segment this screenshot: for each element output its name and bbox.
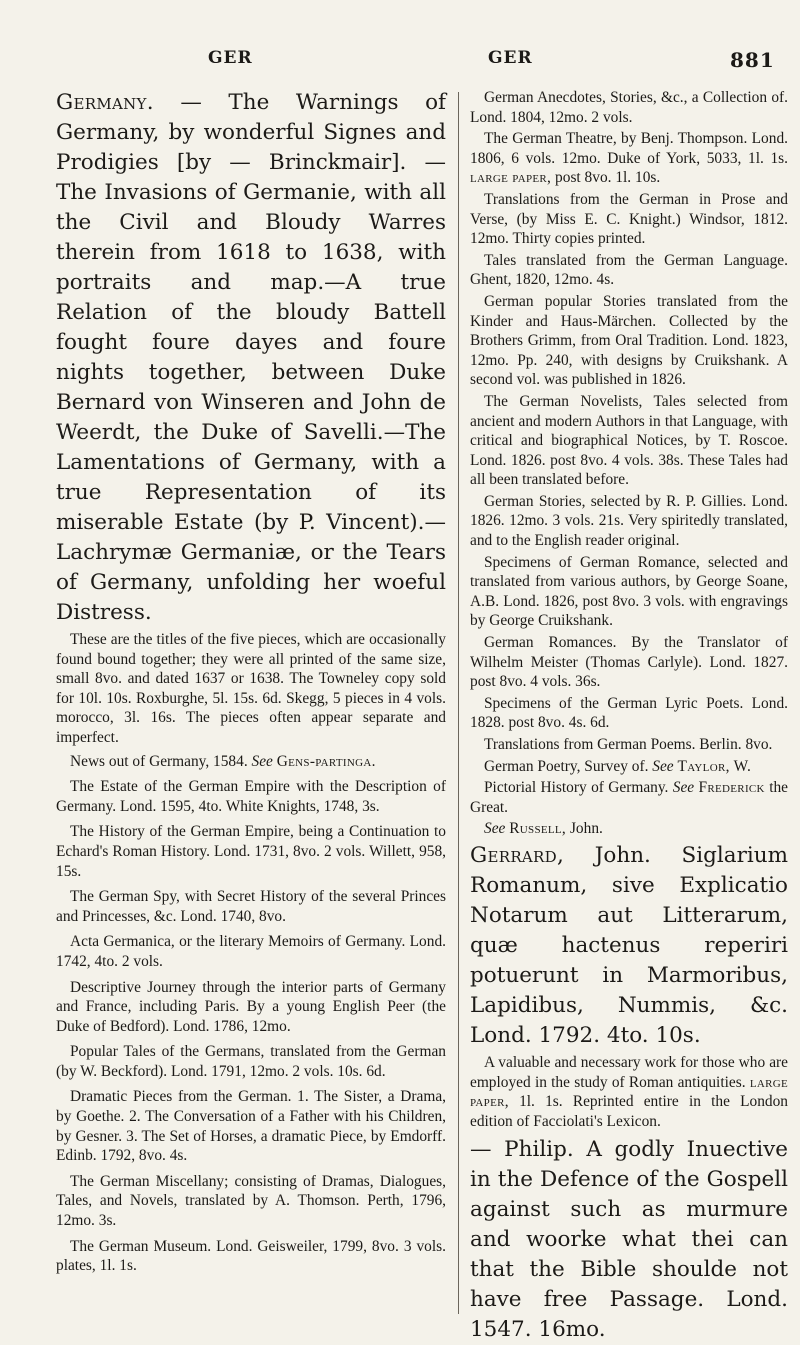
entry-german-romances: German Romances. By the Translator of Wilhelm Meister (Thomas Carlyle). Lond. 1827. post 8vo. 4 vols. 36s.	[470, 634, 788, 691]
cross-reference-taylor: Taylor, W.	[677, 757, 752, 775]
entry-pictorial-history	[470, 778, 788, 817]
entry-translations-prose-verse: Translations from the German in Prose and Verse, (by Miss E. C. Knight.) Windsor, 1812. 12mo. Thirty copies printed.	[470, 190, 788, 248]
column-divider	[458, 92, 459, 1314]
entry-popular-tales: Popular Tales of the Germans, translated from the German (by W. Beckford). Lond. 1791, 12mo. 2 vols. 10s. 6d.	[56, 1043, 446, 1080]
entry-see-russell	[470, 819, 788, 839]
theatre-text: The German Theatre, by Benj. Thompson. Lond. 1806, 6 vols. 12mo. Duke of York, 5033, 1l. 1s.	[470, 130, 788, 167]
large-paper-label: large paper,	[470, 169, 552, 187]
entry-germany-note: These are the titles of the five pieces, which are occasionally found bound together; they were all printed of the same size, small 8vo. and dated 1637 or 1638. The Towneley copy sold for 10l. 10s. Roxburghe, 5l. 15s. 6d. Skegg, 5 pieces in 4 vols. morocco, 3l. 16s. The pieces often appear separate and imperfect.	[56, 631, 446, 746]
entry-german-spy: The German Spy, with Secret History of the several Princes and Princesses, &c. Lond. 1740, 8vo.	[56, 888, 446, 925]
entry-heading-gerrard: Gerrard,	[470, 842, 565, 868]
entry-tales-translated: Tales translated from the German Language. Ghent, 1820, 12mo. 4s.	[470, 251, 788, 289]
entry-german-museum: The German Museum. Lond. Geisweiler, 1799, 8vo. 3 vols. plates, 1l. 1s.	[56, 1237, 446, 1275]
header-left-catchword: GER	[208, 48, 253, 68]
entry-dramatic-pieces: Dramatic Pieces from the German. 1. The Sister, a Drama, by Goethe. 2. The Conversation of a Father with his Children, by Gesner. 3. The Set of Horses, a dramatic Piece, by Emdorff. Edinb. 1792, 8vo. 4s.	[56, 1088, 446, 1165]
header-right-catchword: GER	[488, 48, 533, 68]
entry-german-poetry	[470, 757, 788, 777]
entry-descriptive-journey: Descriptive Journey through the interior parts of Germany and France, including Paris. By a young English Peer (the Duke of Bedford). Lond. 1786, 12mo.	[56, 978, 446, 1035]
entry-germany	[56, 88, 446, 628]
entry-german-stories-gillies: German Stories, selected by R. P. Gillies. Lond. 1826. 12mo. 3 vols. 21s. Very spiritedly translated, and to the English reader original.	[470, 492, 788, 550]
cross-reference-frederick: Frederick	[698, 779, 765, 797]
news-text: News out of Germany, 1584.	[70, 752, 248, 770]
entry-german-miscellany: The German Miscellany; consisting of Dramas, Dialogues, Tales, and Novels, translated by A. Thomson. Perth, 1796, 12mo. 3s.	[56, 1172, 446, 1230]
entry-gerrard-philip: — Philip. A godly Inuective in the Defence of the Gospell against such as murmure and woorke what thei can that the Bible shoulde not have free Passage. Lond. 1547. 16mo.	[470, 1137, 788, 1343]
entry-translations-german-poems: Translations from German Poems. Berlin. 8vo.	[484, 736, 773, 753]
gerrard-text: John. Siglarium Romanum, sive Explicatio Notarum aut Litterarum, quæ hactenus reperiri potuerunt in Marmoribus, Lapidibus, Nummis, &c. Lond. 1792. 4to. 10s.	[470, 842, 788, 1048]
entry-history-german-empire: The History of the German Empire, being a Continuation to Echard's Roman History. Lond. 1731, 8vo. 2 vols. Willett, 958, 15s.	[56, 823, 446, 880]
entry-acta-germanica: Acta Germanica, or the literary Memoirs of Germany. Lond. 1742, 4to. 2 vols.	[56, 933, 446, 970]
right-column	[470, 88, 788, 1345]
gerrard-note-rest: 1l. 1s. Reprinted entire in the London edition of Facciolati's Lexicon.	[470, 1093, 788, 1130]
entry-gerrard-john	[470, 841, 788, 1051]
see-reference-label: See	[672, 779, 695, 797]
entry-specimens-german-romance: Specimens of German Romance, selected and translated from various authors, by George Soane, A.B. Lond. 1826, post 8vo. 3 vols. with engravings by George Cruikshank.	[470, 553, 788, 630]
entry-german-anecdotes: German Anecdotes, Stories, &c., a Collection of. Lond. 1804, 12mo. 2 vols.	[470, 89, 788, 126]
entry-lyric-poets: Specimens of the German Lyric Poets. Lond. 1828. post 8vo. 4s. 6d.	[470, 694, 788, 732]
russell-rest: John.	[569, 820, 603, 838]
entry-german-novelists: The German Novelists, Tales selected from ancient and modern Authors in that Language, with critical and biographical Notices, by T. Roscoe. Lond. 1826. post 8vo. 4 vols. 38s. These Tales had all been translated before.	[470, 392, 788, 489]
entry-german-theatre	[470, 129, 788, 188]
large-paper-label: large paper,	[470, 1073, 788, 1111]
gerrard-note-text: A valuable and necessary work for those who are employed in the study of Roman antiquities.	[470, 1053, 788, 1091]
pictorial-text: Pictorial History of Germany.	[484, 779, 669, 797]
left-column	[56, 88, 446, 1276]
entry-heading-germany: Germany.	[56, 90, 154, 115]
running-header	[0, 48, 800, 76]
entry-gerrard-note	[470, 1053, 788, 1131]
entry-germany-text: — The Warnings of Germany, by wonderful Signes and Prodigies [by — Brinckmair]. — The Invasions of Germanie, with all the Civil and Bloudy Warres therein from 1618 to 1638, with portraits and map.—A true Relation of the bloudy Battell fought foure dayes and foure nights together, between Duke Bernard von Winseren and John de Weerdt, the Duke of Savelli.—The Lamentations of Germany, with a true Representation of its miserable Estate (by P. Vincent).—Lachrymæ Germaniæ, or the Tears of Germany, unfolding her woeful Distress.	[56, 90, 446, 625]
cross-reference-gens-partinga: Gens-partinga.	[276, 752, 376, 770]
see-reference-label: See	[251, 752, 273, 770]
cross-reference-russell: Russell,	[509, 820, 567, 838]
theatre-price: post 8vo. 1l. 10s.	[555, 169, 661, 187]
see-reference-label: See	[652, 757, 674, 775]
poetry-text: German Poetry, Survey of.	[484, 757, 649, 775]
entry-german-popular-stories: German popular Stories translated from the Kinder and Haus-Märchen. Collected by the Brothers Grimm, from Oral Tradition. Lond. 1823, 12mo. Pp. 240, with designs by Cruikshank. A second vol. was published in 1826.	[470, 292, 788, 389]
entry-news-out-of-germany	[56, 752, 446, 772]
entry-estate-german-empire: The Estate of the German Empire with the Description of Germany. Lond. 1595, 4to. White Knights, 1748, 3s.	[56, 778, 446, 815]
see-reference-label: See	[484, 820, 506, 838]
page-number: 881	[730, 48, 775, 72]
pictorial-ref-rest: the Great.	[470, 779, 788, 816]
